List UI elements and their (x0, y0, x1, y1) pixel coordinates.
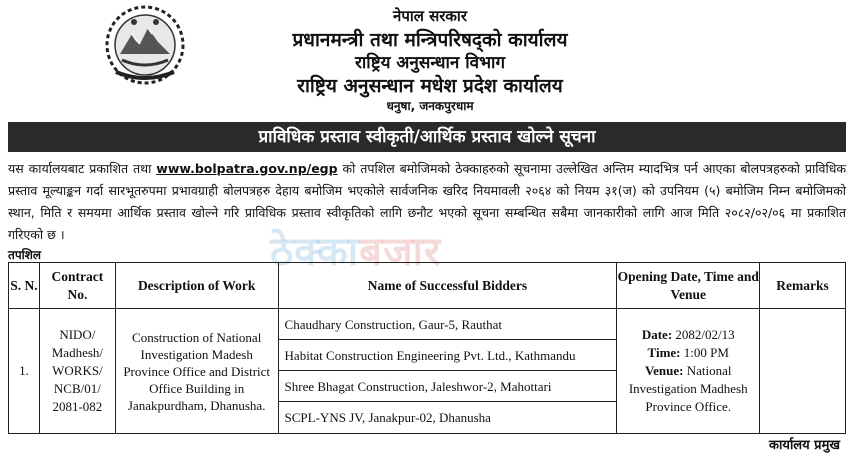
header-description: Description of Work (115, 263, 278, 309)
table-header-row (9, 263, 846, 309)
header-government: नेपाल सरकार (393, 7, 467, 25)
header-office: प्रधानमन्त्री तथा मन्त्रिपरिषद्को कार्यालय (292, 29, 568, 51)
venue-value: National Investigation Madhesh Province Office. (628, 363, 748, 414)
notice-text-rest: को तपशिल बमोजिमको ठेक्काहरुको सूचनामा उल्लेखित अन्तिम म्यादभित्र पर्न आएका बोलपत्रहरुको प्राविधिक प्रस्ताव मूल्याङ्कन गर्दा सारभूतरुपमा प्रभावग्राही बोलपत्रहरु देहाय बमोजिम भएकोले सार्वजनिक खरिद नियमावली २०६४ को नियम ३१(ज) को उपनियम (५) बमोजिम निम्न बमोजिमको स्थान, मिति र समयमा आर्थिक प्रस्ताव खोल्ने गरि प्राविधिक प्रस्ताव स्वीकृतिको लागि छनौट भएको सूचना सम्बन्धित सबैमा जानकारीको लागि आज मिति २०८२/०२/०६ मा प्रकाशित गरिएको छ । (8, 161, 846, 242)
header-location: धनुषा, जनकपुरधाम (386, 99, 474, 113)
notice-title: प्राविधिक प्रस्ताव स्वीकृती/आर्थिक प्रस्ताव खोल्ने सूचना (8, 122, 846, 152)
header-sn: S. N. (9, 263, 40, 309)
opening-venue (617, 362, 759, 416)
watermark-part1: ठेक्का (270, 229, 360, 275)
opening-time (617, 344, 759, 362)
bolpatra-link[interactable]: www.bolpatra.gov.np/egp (156, 161, 338, 176)
cell-contract: NIDO/ Madhesh/ WORKS/ NCB/01/ 2081-082 (39, 309, 115, 434)
header-department: राष्ट्रिय अनुसन्धान विभाग (354, 53, 506, 73)
header-opening: Opening Date, Time and Venue (617, 263, 760, 309)
cell-description: Construction of National Investigation Madesh Province Office and District Office Building in Janakpurdham, Dhanusha. (115, 309, 278, 434)
time-value: 1:00 PM (683, 345, 729, 360)
date-label: Date: (641, 327, 673, 342)
header-remarks: Remarks (760, 263, 846, 309)
venue-label: Venue: (644, 363, 684, 378)
notice-text-start: यस कार्यालयबाट प्रकाशित तथा (8, 161, 157, 176)
bidders-list (279, 309, 617, 433)
signature: कार्यालय प्रमुख (769, 438, 840, 453)
header-province-office: राष्ट्रिय अनुसन्धान मधेश प्रदेश कार्यालय (297, 75, 563, 97)
table-row (9, 309, 846, 434)
cell-opening (617, 309, 760, 434)
bidder-1: Chaudhary Construction, Gaur-5, Rauthat (279, 309, 617, 340)
header-bidders: Name of Successful Bidders (278, 263, 617, 309)
cell-remarks (760, 309, 846, 434)
opening-date (617, 326, 759, 344)
cell-sn: 1. (9, 309, 40, 434)
nepal-emblem-icon (104, 4, 186, 86)
header-contract: Contract No. (39, 263, 115, 309)
bidder-2: Habitat Construction Engineering Pvt. Ltd., Kathmandu (279, 340, 617, 371)
bidder-3: Shree Bhagat Construction, Jaleshwor-2, Mahottari (279, 371, 617, 402)
time-label: Time: (647, 345, 681, 360)
bidders-table (8, 262, 846, 434)
details-label: तपशिल (8, 248, 42, 262)
cell-bidders (278, 309, 617, 434)
date-value: 2082/02/13 (675, 327, 735, 342)
watermark-part2: बजार (359, 229, 442, 275)
bidder-4: SCPL-YNS JV, Janakpur-02, Dhanusha (284, 410, 491, 425)
